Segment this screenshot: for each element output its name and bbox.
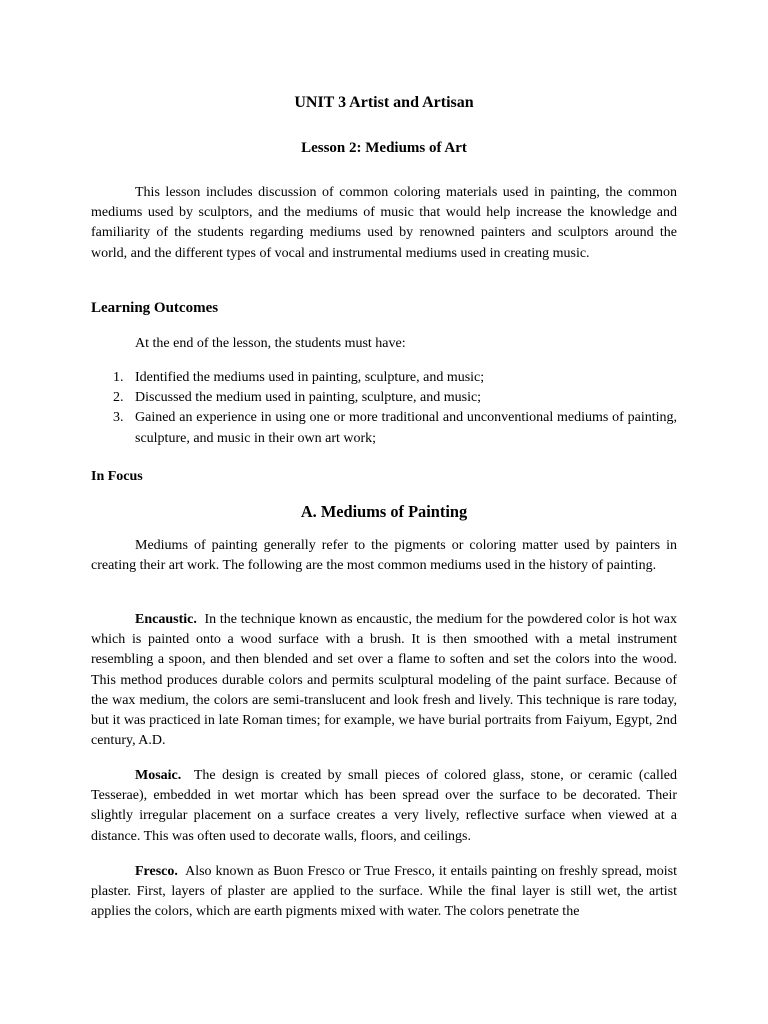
list-item-text: Identified the mediums used in painting, sculpture, and music; <box>135 370 485 385</box>
in-focus-heading: In Focus <box>91 469 143 484</box>
list-item <box>91 388 677 408</box>
medium-description: The design is created by small pieces of colored glass, stone, or ceramic (called Tesserae), embedded in wet mortar which has been spread over the surface to be decorated. Their slightly irregular placement on a surface creates a very lively, reflective surface when viewed at a distance. This was often used to decorate walls, floors, and ceilings. <box>91 768 678 844</box>
list-item-text: Gained an experience in using one or more traditional and unconventional mediums of painting, sculpture, and music in their own art work; <box>135 410 677 446</box>
section-a-intro: Mediums of painting generally refer to the pigments or coloring matter used by painters in creating their art work. The following are the most common mediums used in the history of painting. <box>91 538 677 574</box>
medium-term: Encaustic. <box>135 612 197 627</box>
list-item-text: Discussed the medium used in painting, sculpture, and music; <box>135 390 482 406</box>
medium-term: Fresco. <box>135 864 178 879</box>
learning-outcomes-list <box>91 368 677 449</box>
learning-outcomes-heading: Learning Outcomes <box>91 300 219 316</box>
unit-title: UNIT 3 Artist and Artisan <box>294 94 474 111</box>
medium-paragraph-mosaic <box>91 766 677 847</box>
medium-paragraph-fresco <box>91 862 677 923</box>
list-item <box>91 408 677 448</box>
medium-term: Mosaic. <box>135 768 182 783</box>
medium-description: In the technique known as encaustic, the medium for the powdered color is hot wax which is painted onto a wood surface with a brush. It is then smoothed with a metal instrument resembling a spoon, and then blended and set over a flame to soften and set the colors into the wood. This method produces durable colors and permits sculptural modeling of the paint surface. Because of the wax medium, the colors are semi-translucent and look fresh and lively. This technique is rare today, but it was practiced in late Roman times; for example, we have burial portraits from Faiyum, Egypt, 2nd century, A.D. <box>91 612 677 749</box>
list-item-number: 3. <box>113 410 124 426</box>
list-item-number: 1. <box>113 370 124 385</box>
list-item-number: 2. <box>113 390 124 406</box>
list-item <box>91 368 677 388</box>
learning-outcomes-intro: At the end of the lesson, the students must have: <box>135 336 406 351</box>
medium-paragraph-encaustic <box>91 610 677 751</box>
section-a-title: A. Mediums of Painting <box>300 502 468 521</box>
lesson-title: Lesson 2: Mediums of Art <box>301 140 467 156</box>
medium-description: Also known as Buon Fresco or True Fresco, it entails painting on freshly spread, moist plaster. First, layers of plaster are applied to the surface. While the final layer is still wet, the artist applies the colors, which are earth pigments mixed with water. The colors penetrate the <box>91 864 677 920</box>
intro-paragraph: This lesson includes discussion of common coloring materials used in painting, the common mediums used by sculptors, and the mediums of music that would help increase the knowledge and familiarity of the students regarding mediums used by renowned painters and sculptors around the world, and the different types of vocal and instrumental mediums used in creating music. <box>91 185 677 261</box>
